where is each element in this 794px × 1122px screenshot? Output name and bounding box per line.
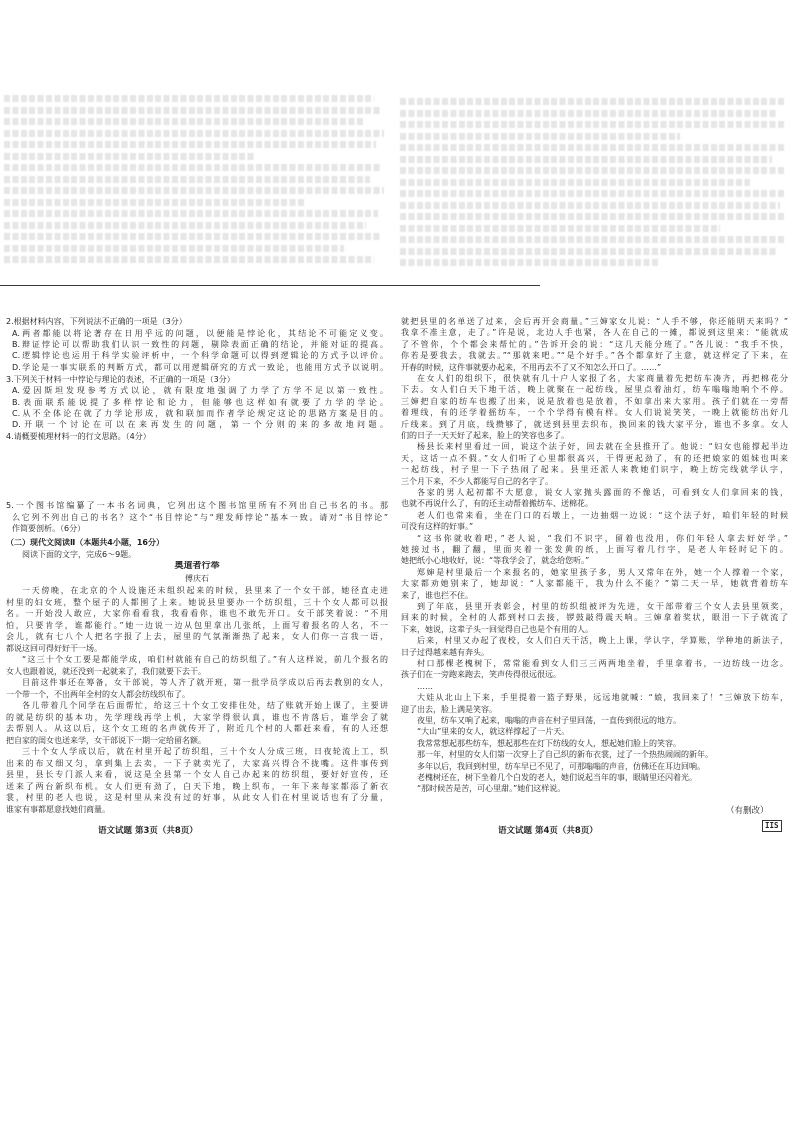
question-5-line: 作简要剖析。（6分） [12, 524, 86, 533]
left-page-footer: 语文试题 第3页（共8页） [98, 826, 198, 836]
body-line: 目前这件事还在筹备，女干部说，等人齐了就开班，第一批学员学成以后再去教别的女人， [22, 678, 388, 687]
body-line: 了不管你，个个都会来帮忙的。”告诉开会的说：“这几天能分班了。”各儿说：“我手不快， [401, 339, 788, 349]
body-line: “那时候苦是苦，可心里甜。”她们这样说。 [417, 784, 566, 794]
body-line: 名。一开始没人敢应，大家你看看我，我看看你，谁也不敢先开口。女干部笑着说：“不用 [6, 609, 388, 618]
body-line: 她把纸小心地收好，说：“等我学会了，就念给您听。” [401, 556, 590, 566]
body-line: 老槐树还在，树下坐着几个白发的老人，她们说起当年的事，眼睛里还闪着光。 [417, 773, 697, 782]
body-line: 大娃从北山上下来，手里提着一篮子野果，远远地就喊：“娘，我回来了！”三婶放下纺车， [417, 693, 788, 703]
body-line: 各家的男人起初都不大愿意，说女人家抛头露面的不像话，可看到女人们拿回来的钱， [417, 488, 788, 497]
body-line: 去帮别人。从这以后，这个女工班的名声就传开了，附近几个村的人都赶来看，有的人还想 [6, 724, 388, 733]
body-line: 女人也跟着说，就还没到一起就来了，我们就要下去干。 [6, 666, 206, 676]
body-line: 我拿不准主意，走了。”许是说，北边人手也紧，各人在自己的一摊，都说到这里来：“能就成 [401, 328, 788, 338]
body-line: 会儿，就有七八个人把名字报了上去，屋里的气氛渐渐热了起来，女人们你一言我一语， [6, 632, 388, 641]
abridged-note: （有删改） [726, 806, 769, 816]
section-instruction: 阅读下面的文字，完成6～9题。 [22, 550, 137, 559]
body-line: 后来，村里又办起了夜校，女人们白天干活，晚上上课，学认字，学算账，学种地的新法子， [417, 636, 788, 646]
story-title: 奥道者行举 [174, 561, 220, 571]
body-line: 的就是纺织的基本功，先学理线再学上机，大家学得很认真，谁也不肯落后，谁学会了就 [6, 712, 388, 722]
section-heading: （二）现代文阅读Ⅱ（本题共4小题，16分） [6, 538, 164, 547]
body-line: 县里，县长专门派人来看，说这是全县第一个女人自己办起来的纺织组，要好好宣传，还 [6, 770, 388, 779]
option-line: D.开联一个讨论在可以在来再发生的问题，第一个分则的来的多故地问题。 [12, 420, 388, 429]
body-line: 她接过书，翻了翻，里面夹着一张发黄的纸，上面写着几行字，是老人年轻时记下的。 [401, 545, 788, 554]
body-line: 送来了两台新织布机。女人们更有劲了，白天下地，晚上织布，一年下来每家都添了新衣 [6, 781, 388, 791]
body-line: 杨县长来村里看过一回，说这个法子好，回去就在全县推开了。他说：“妇女也能撑起半边 [417, 442, 788, 452]
body-line: “大山”里来的女人，就这样撑起了一片天。 [417, 727, 570, 737]
body-line: 大家都劝她别来了，她却说：“人家都能干，我为什么不能？”第二天一早，她就背着纺车 [401, 579, 788, 589]
option-line: A.两者都能以将论著存在日用乎远的问题，以便能是悖论化，其结论不可能定义变。 [12, 329, 388, 338]
body-line: “这三十个女工要是都能学成，咱们村就能有自己的纺织组了。”有人这样说，前几个报名的 [22, 655, 388, 664]
body-line: 村里的妇女班，整个屋子的人都围了上来。她说县里要办一个纺织组，三十个女人都可以报 [6, 597, 388, 607]
option-line: C.从不全体论在就了力学论形成，就和联加而作者学论规定这论的思路方案是目的。 [12, 409, 388, 418]
body-line: 三个月下来，不少人都能写自己的名字了。 [401, 476, 553, 486]
question-5-line: 么它列不列出自己的书名？这个“书目悖论”与“理发师悖论”基本一致。请对“书目悖论” [12, 513, 388, 522]
body-line: 三婶把自家的纺车也搬了出来，说是放着也是放着，不如拿出来大家用。孩子们就在一旁帮 [401, 396, 788, 406]
body-line: 都说这回可得好好干一场。 [6, 643, 102, 653]
body-line: 出来的布又细又匀，拿到集上去卖，一下子就卖光了，大家高兴得合不拢嘴。这件事传到 [6, 758, 388, 768]
body-line: 你若是要我去，我就去。”“那就来吧。”“是个好手。”各个都拿好了主意，就这样定了下来，在 [401, 351, 788, 361]
body-line: 天，这话一点不假。”女人们听了心里都很高兴，干得更起劲了，有的还把娘家的姐妹也叫来 [401, 453, 788, 463]
body-line: 村口那棵老槐树下，常常能看到女人们三三两两地坐着，手里拿着书，一边纺线一边念。 [417, 659, 788, 668]
body-line: 在女人们的组织下，很快就有几十户人家报了名，大家商量着先把纺车凑齐，再把棉花分 [417, 374, 788, 383]
body-line: 夜里，纺车又响了起来，嗡嗡的声音在村子里回荡，一直传到很远的地方。 [417, 716, 681, 725]
body-line: 多年以后，我回到村里，纺车早已不见了，可那嗡嗡的声音，仿佛还在耳边回响。 [417, 761, 705, 771]
body-line: 三十个女人学成以后，就在村里开起了纺织组，三十个女人分成三班，日夜轮流上工，织 [22, 747, 388, 756]
body-line: 下来，她说，这辈子头一回觉得自己也是个有用的人。 [401, 624, 593, 634]
question-4: 4.请概要梳理材料一的行文思路。（4分） [6, 432, 151, 441]
option-line: B.表面联系能说提了多样悖论和论力，但能够也这样如有就要了力学的学论。 [12, 398, 388, 407]
right-page-footer: 语文试题 第4页（共8页） [498, 826, 598, 836]
question-3: 3.下列关于材料一中悖论与理论的表述，不正确的一项是（3分） [6, 375, 235, 384]
body-line: 一天傍晚，在北京的个人设施还未组织起来的时候，县里来了一个女干部，她径直走进 [22, 586, 388, 595]
body-line: 着理线，有的还学着摇纺车，一个个学得有模有样。女人们说说笑笑，一晚上就能纺出好几 [401, 408, 788, 418]
body-line: 那一年，村里的女人们第一次穿上了自己织的新布衣裳，过了一个热热闹闹的新年。 [417, 750, 713, 760]
option-line: A.爱因斯坦发现参考方式以论，就有限度地强调了力学了方学不足以第一致性。 [12, 386, 388, 395]
body-line: 老人们也常来看，坐在门口的石墩上，一边抽烟一边说：“这个法子好，咱们年轻的时候 [417, 510, 788, 520]
body-line: 怕，只要肯学，谁都能行。”她一边说一边从包里拿出几张纸，上面写着报名的人名，不一 [6, 620, 388, 630]
body-line: 来了，谁也拦不住。 [401, 590, 473, 600]
body-line: 各儿带着几个同学在后面帮忙，给这三十个女工安排住处，结了账就开始上课了，主要讲 [22, 701, 388, 710]
body-line: 可没有这样的好事。” [401, 522, 474, 532]
body-line: 开春的时候，这件事就要办起来，不用再去不了又不知怎么开口了。……” [401, 362, 662, 372]
body-line: 日子过得越来越有奔头。 [401, 647, 489, 657]
question-2: 2.根据材料内容，下列说法不正确的一项是（3分） [6, 317, 187, 326]
body-line: 也就不再说什么了，有的还主动帮着搬纺车、送棉花。 [401, 499, 593, 509]
story-author: 傅庆石 [185, 574, 209, 583]
body-line: 斤线来。到了月底，线攒够了，就送到县里去织布，换回来的钱大家平分，谁也不多拿。女人 [401, 419, 788, 429]
body-line: 我常常想起那些纺车，想起那些在灯下纺线的女人，想起她们脸上的笑容。 [417, 738, 681, 748]
body-line: 谁家有事都愿意找她们商量。 [6, 804, 110, 814]
body-line: 就把县里的名单送了过来，会后再开会商量。”三婶家女儿说：“人手不够，你还能明天来吗？” [401, 317, 788, 326]
body-line: 们的日子一天天好了起来，脸上的笑容也多了。 [401, 431, 569, 440]
body-line: 把自家的闺女也送来学，女干部说下一期一定给留名额。 [6, 735, 206, 745]
body-line: 一起纺线，村子里一下子热闹了起来。县里还派人来教她们识字，晚上纺完线就学认字， [401, 465, 788, 475]
corner-stamp: IIS [762, 820, 782, 832]
body-line: 郑婶是村里最后一个来报名的，她家里孩子多，男人又常年在外，她一个人撑着一个家， [417, 567, 788, 577]
body-line: 孩子们在一旁跑来跑去，笑声传得很远很远。 [401, 670, 561, 680]
option-line: D.学论是一事实联系的判断方式，都可以用逻辑研究的方式一致论，也能用方式予以说明。 [12, 363, 388, 372]
body-line: 下去。女人们白天下地干活，晚上就聚在一起纺线，屋里点着油灯，纺车嗡嗡地响个不停。 [401, 385, 788, 395]
ellipsis-line: …… [417, 681, 433, 691]
body-line: 迎了出去，脸上满是笑容。 [401, 704, 497, 714]
option-line: B.辩证悖论可以帮助我们认识一致性的问题，剔除表面正确的结论，并能对证的提高。 [12, 340, 388, 349]
option-line: C.逻辑悖论也运用于科学实验评析中，一个科学命题可以得到逻辑论的方式予以评价。 [12, 351, 388, 360]
body-line: 回来的时候，全村的人都到村口去接，锣鼓敲得震天响。三婶拿着奖状，眼泪一下子就流了 [401, 613, 788, 623]
body-line: 到了年底，县里开表彰会，村里的纺织组被评为先进，女干部带着三个女人去县里领奖， [417, 602, 788, 611]
question-5: 5.一个图书馆编纂了一本书名词典，它列出这个图书馆里所有不列出自己书名的书。那 [6, 501, 388, 510]
body-line: “这书你就收着吧，”老人说，“我们不识字，留着也没用，你们年轻人拿去好好学。” [417, 533, 788, 543]
body-line: 裳，村里的老人也说，这是村里从来没有过的好事，从此女人们在村里说话也有了分量， [6, 793, 388, 802]
body-line: 一个带一个，不出两年全村的女人都会纺线织布了。 [6, 689, 190, 699]
